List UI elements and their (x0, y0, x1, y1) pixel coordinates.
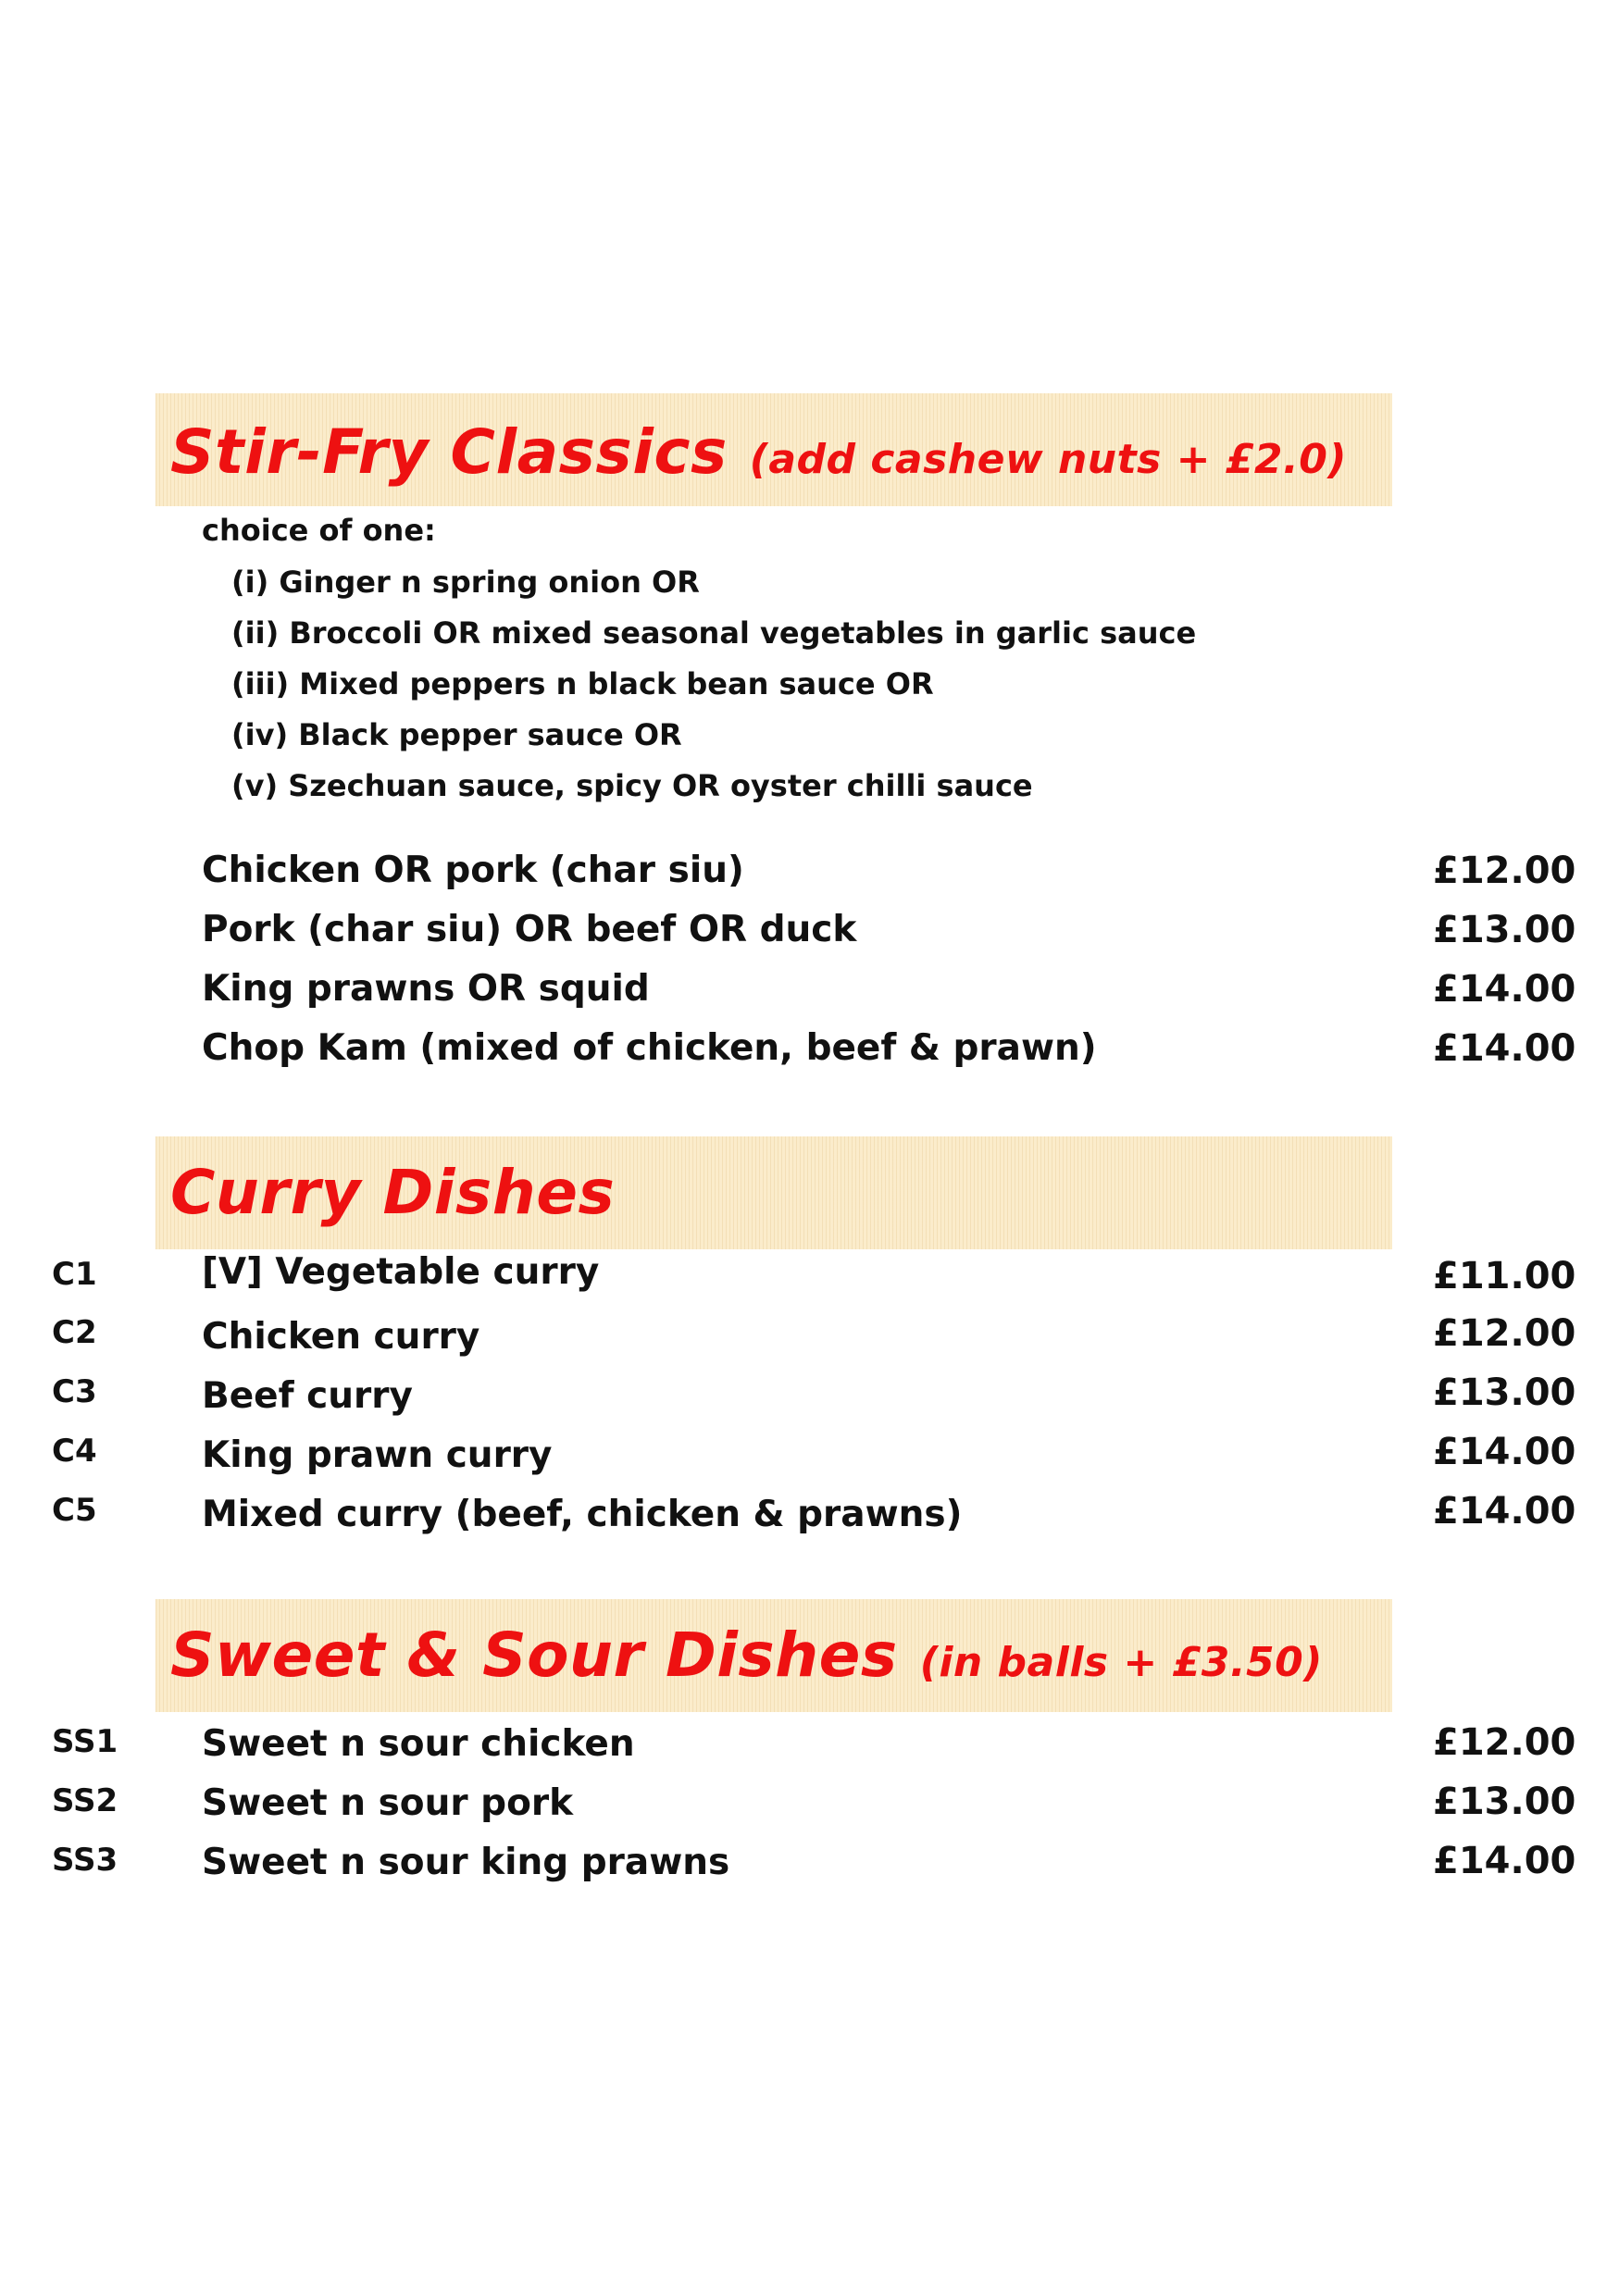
choice-item: (i) Ginger n spring onion OR (231, 565, 700, 600)
menu-item-code: C4 (52, 1433, 97, 1470)
sweetsour-title: Sweet & Sour Dishes (170, 1620, 898, 1691)
menu-item-price: £14.00 (1433, 1490, 1576, 1533)
menu-item-code: C1 (52, 1256, 97, 1293)
menu-item-price: £12.00 (1433, 850, 1576, 892)
menu-item-name: King prawns OR squid (202, 968, 650, 1010)
menu-item-code: SS3 (52, 1842, 118, 1879)
menu-item-price: £14.00 (1433, 1431, 1576, 1473)
menu-item-code: C5 (52, 1492, 97, 1529)
menu-item-name: Chicken OR pork (char siu) (202, 850, 744, 891)
stirfry-section-heading (170, 416, 1347, 488)
menu-item-price: £14.00 (1433, 1027, 1576, 1070)
menu-item-name: King prawn curry (202, 1434, 553, 1476)
choice-item: (ii) Broccoli OR mixed seasonal vegetables in garlic sauce (231, 615, 1197, 651)
curry-title: Curry Dishes (170, 1157, 616, 1228)
menu-item-price: £13.00 (1433, 1781, 1576, 1823)
menu-item-code: C2 (52, 1314, 97, 1351)
menu-item-name: Sweet n sour king prawns (202, 1842, 730, 1883)
menu-item-price: £13.00 (1433, 909, 1576, 951)
menu-item-name: Mixed curry (beef, chicken & prawns) (202, 1494, 963, 1535)
sweetsour-section-heading (170, 1620, 1323, 1691)
menu-item-price: £12.00 (1433, 1721, 1576, 1764)
menu-item-name: Chop Kam (mixed of chicken, beef & prawn) (202, 1027, 1097, 1069)
choice-item: (v) Szechuan sauce, spicy OR oyster chilli sauce (231, 768, 1033, 803)
stirfry-note: (add cashew nuts + £2.0) (749, 436, 1347, 483)
curry-section-heading (170, 1157, 615, 1228)
menu-item-price: £11.00 (1433, 1255, 1576, 1297)
sweetsour-note: (in balls + £3.50) (919, 1639, 1323, 1686)
menu-item-name: Pork (char siu) OR beef OR duck (202, 909, 857, 950)
menu-item-price: £13.00 (1433, 1371, 1576, 1414)
menu-item-name: Sweet n sour pork (202, 1782, 574, 1824)
menu-item-code: C3 (52, 1373, 97, 1410)
menu-item-code: SS1 (52, 1723, 118, 1760)
menu-item-price: £14.00 (1433, 1840, 1576, 1882)
stirfry-title: Stir-Fry Classics (170, 416, 728, 488)
choice-item: (iv) Black pepper sauce OR (231, 717, 682, 752)
menu-item-name: Sweet n sour chicken (202, 1723, 635, 1765)
menu-item-name: [V] Vegetable curry (202, 1251, 600, 1293)
menu-item-price: £14.00 (1433, 968, 1576, 1011)
menu-item-price: £12.00 (1433, 1312, 1576, 1355)
menu-item-name: Beef curry (202, 1375, 413, 1417)
choice-item: (iii) Mixed peppers n black bean sauce OR (231, 666, 934, 701)
choice-label: choice of one: (202, 513, 436, 548)
menu-item-code: SS2 (52, 1782, 118, 1819)
menu-item-name: Chicken curry (202, 1316, 480, 1358)
